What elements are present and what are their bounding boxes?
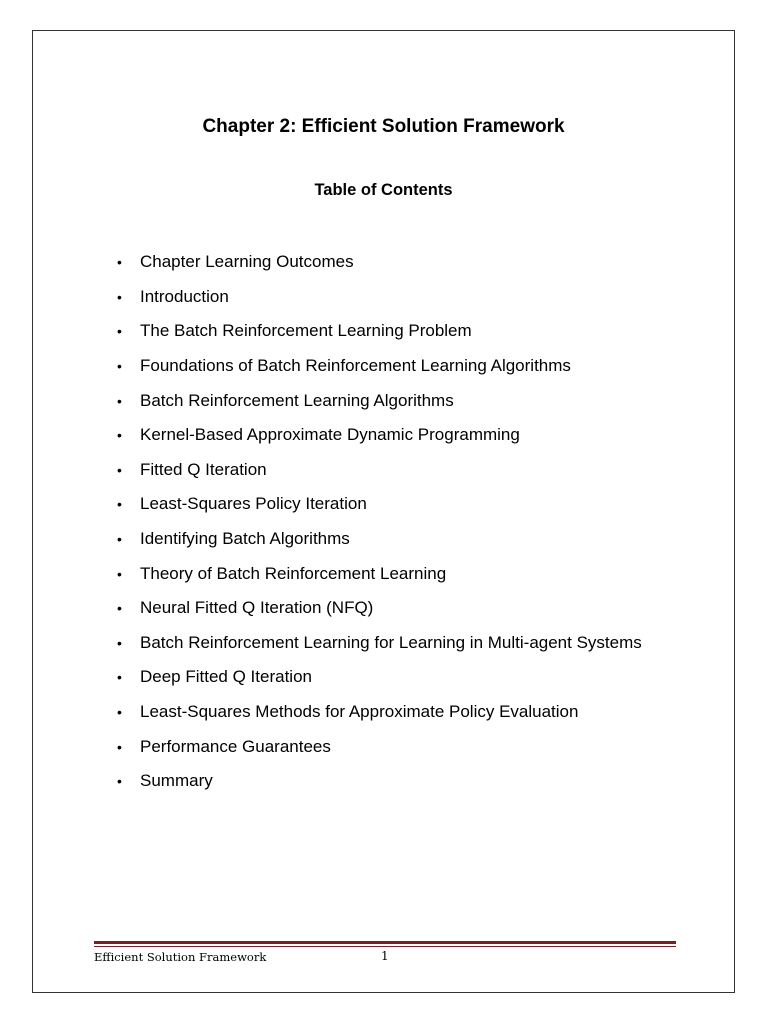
footer-divider: [94, 941, 676, 947]
bullet-icon: •: [117, 531, 122, 548]
toc-item-label: Foundations of Batch Reinforcement Learning Algorithms: [140, 356, 571, 376]
bullet-icon: •: [117, 288, 122, 305]
bullet-icon: •: [117, 600, 122, 617]
toc-item-label: Identifying Batch Algorithms: [140, 529, 350, 549]
bullet-icon: •: [117, 254, 122, 271]
bullet-icon: •: [117, 358, 122, 375]
toc-item: [117, 280, 642, 315]
toc-item-label: Neural Fitted Q Iteration (NFQ): [140, 598, 374, 618]
toc-item-label: Batch Reinforcement Learning Algorithms: [140, 390, 454, 410]
toc-item-label: Least-Squares Methods for Approximate Policy Evaluation: [140, 702, 579, 722]
toc-list: [117, 245, 642, 799]
footer-divider-thick: [94, 941, 676, 944]
document-page: [32, 30, 735, 993]
bullet-icon: •: [117, 427, 122, 444]
footer-divider-thin: [94, 946, 676, 947]
toc-item: [117, 729, 642, 764]
toc-item-label: Deep Fitted Q Iteration: [140, 667, 312, 687]
bullet-icon: •: [117, 461, 122, 478]
toc-item: [117, 764, 642, 799]
toc-item: [117, 626, 642, 661]
bullet-icon: •: [117, 738, 122, 755]
toc-item-label: Least-Squares Policy Iteration: [140, 494, 367, 514]
bullet-icon: •: [117, 634, 122, 651]
toc-item-label: Theory of Batch Reinforcement Learning: [140, 563, 447, 583]
toc-item-label: Summary: [140, 771, 213, 791]
chapter-title: Chapter 2: Efficient Solution Framework: [202, 116, 565, 137]
bullet-icon: •: [117, 704, 122, 721]
toc-item-label: Performance Guarantees: [140, 736, 331, 756]
toc-item: [117, 660, 642, 695]
toc-item: [117, 383, 642, 418]
toc-item: [117, 556, 642, 591]
toc-item: [117, 591, 642, 626]
footer-title: Efficient Solution Framework: [94, 950, 267, 964]
bullet-icon: •: [117, 392, 122, 409]
toc-item: [117, 245, 642, 280]
toc-item-label: Fitted Q Iteration: [140, 459, 267, 479]
toc-item: [117, 695, 642, 730]
bullet-icon: •: [117, 565, 122, 582]
bullet-icon: •: [117, 496, 122, 513]
toc-item: [117, 314, 642, 349]
toc-item: [117, 418, 642, 453]
toc-item: [117, 487, 642, 522]
page-number: 1: [381, 949, 389, 963]
toc-item-label: Batch Reinforcement Learning for Learning in Multi-agent Systems: [140, 632, 642, 652]
toc-heading: Table of Contents: [314, 181, 453, 199]
toc-item-label: Kernel-Based Approximate Dynamic Programming: [140, 425, 520, 445]
toc-item-label: Introduction: [140, 286, 229, 306]
toc-item: [117, 453, 642, 488]
toc-item-label: The Batch Reinforcement Learning Problem: [140, 321, 472, 341]
toc-item: [117, 522, 642, 557]
bullet-icon: •: [117, 323, 122, 340]
toc-item: [117, 349, 642, 384]
bullet-icon: •: [117, 669, 122, 686]
toc-item-label: Chapter Learning Outcomes: [140, 252, 354, 272]
bullet-icon: •: [117, 773, 122, 790]
